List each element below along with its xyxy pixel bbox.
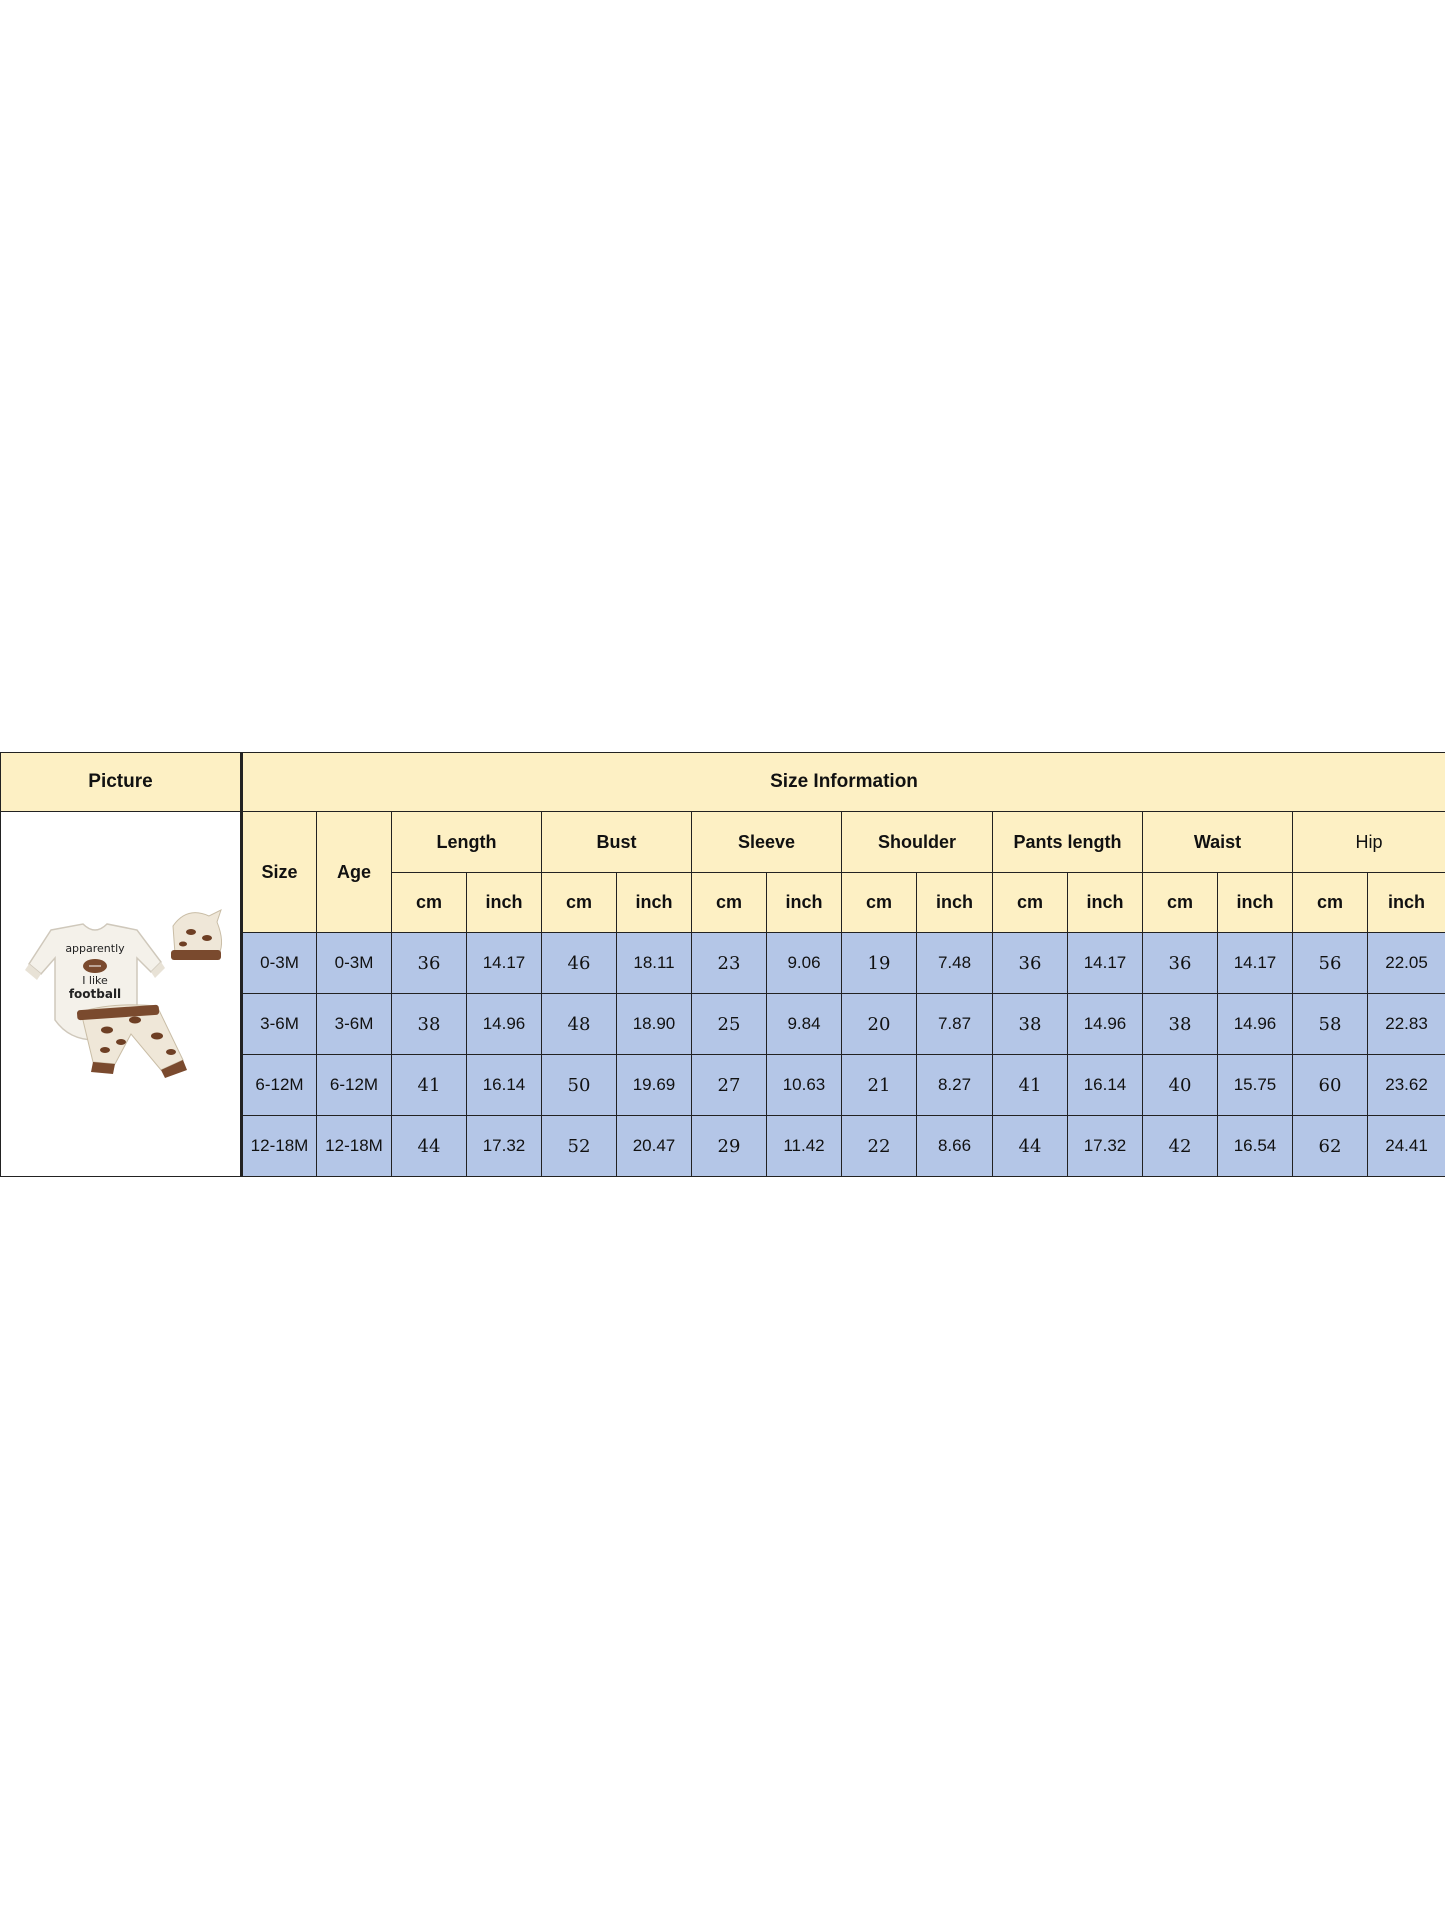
value-inch-cell: 7.48: [917, 933, 993, 994]
picture-header: Picture: [1, 753, 242, 812]
value-cm-cell: 38: [392, 994, 467, 1055]
value-cm-cell: 19: [842, 933, 917, 994]
value-cm-cell: 29: [692, 1116, 767, 1177]
value-inch-cell: 8.66: [917, 1116, 993, 1177]
value-cm-cell: 56: [1293, 933, 1368, 994]
value-inch-cell: 8.27: [917, 1055, 993, 1116]
value-inch-cell: 23.62: [1368, 1055, 1445, 1116]
value-inch-cell: 22.05: [1368, 933, 1445, 994]
value-cm-cell: 48: [542, 994, 617, 1055]
age-cell: 12-18M: [317, 1116, 392, 1177]
group-header-bust: Bust: [542, 812, 692, 873]
unit-cm: cm: [392, 873, 467, 933]
age-column-header: Age: [317, 812, 392, 933]
value-cm-cell: 52: [542, 1116, 617, 1177]
value-inch-cell: 14.96: [467, 994, 542, 1055]
group-header-waist: Waist: [1143, 812, 1293, 873]
unit-cm: cm: [993, 873, 1068, 933]
value-inch-cell: 19.69: [617, 1055, 692, 1116]
value-inch-cell: 16.14: [1068, 1055, 1143, 1116]
value-inch-cell: 14.96: [1068, 994, 1143, 1055]
unit-inch: inch: [617, 873, 692, 933]
product-image: [11, 902, 231, 1082]
size-column-header: Size: [242, 812, 317, 933]
unit-cm: cm: [542, 873, 617, 933]
unit-inch: inch: [1368, 873, 1445, 933]
value-cm-cell: 38: [993, 994, 1068, 1055]
value-cm-cell: 36: [392, 933, 467, 994]
value-cm-cell: 42: [1143, 1116, 1218, 1177]
value-cm-cell: 36: [1143, 933, 1218, 994]
value-inch-cell: 17.32: [1068, 1116, 1143, 1177]
size-chart: [0, 752, 1445, 1175]
value-inch-cell: 17.32: [467, 1116, 542, 1177]
size-cell: 3-6M: [242, 994, 317, 1055]
value-inch-cell: 15.75: [1218, 1055, 1293, 1116]
size-table: [0, 752, 1445, 1177]
value-cm-cell: 40: [1143, 1055, 1218, 1116]
unit-inch: inch: [1068, 873, 1143, 933]
onesie-print-apparently: apparently: [64, 941, 125, 955]
value-inch-cell: 16.14: [467, 1055, 542, 1116]
group-header-shoulder: Shoulder: [842, 812, 993, 873]
value-inch-cell: 11.42: [767, 1116, 842, 1177]
group-header-hip: Hip: [1293, 812, 1445, 873]
value-inch-cell: 9.06: [767, 933, 842, 994]
unit-cm: cm: [692, 873, 767, 933]
size-cell: 12-18M: [242, 1116, 317, 1177]
value-cm-cell: 41: [993, 1055, 1068, 1116]
value-cm-cell: 38: [1143, 994, 1218, 1055]
group-header-length: Length: [392, 812, 542, 873]
group-header-pants-length: Pants length: [993, 812, 1143, 873]
age-cell: 3-6M: [317, 994, 392, 1055]
svg-text:football: football: [68, 986, 121, 1001]
unit-cm: cm: [842, 873, 917, 933]
size-information-header: Size Information: [242, 753, 1445, 812]
value-cm-cell: 36: [993, 933, 1068, 994]
value-inch-cell: 22.83: [1368, 994, 1445, 1055]
value-inch-cell: 20.47: [617, 1116, 692, 1177]
unit-inch: inch: [917, 873, 993, 933]
value-cm-cell: 25: [692, 994, 767, 1055]
value-inch-cell: 18.11: [617, 933, 692, 994]
unit-cm: cm: [1293, 873, 1368, 933]
value-inch-cell: 7.87: [917, 994, 993, 1055]
product-picture-cell: [1, 812, 242, 1177]
value-cm-cell: 44: [392, 1116, 467, 1177]
value-inch-cell: 14.17: [1068, 933, 1143, 994]
value-inch-cell: 9.84: [767, 994, 842, 1055]
age-cell: 0-3M: [317, 933, 392, 994]
value-cm-cell: 20: [842, 994, 917, 1055]
svg-text:I like: I like: [81, 973, 108, 987]
hat-shape: [173, 910, 222, 954]
value-cm-cell: 21: [842, 1055, 917, 1116]
value-inch-cell: 14.17: [467, 933, 542, 994]
unit-inch: inch: [467, 873, 542, 933]
size-cell: 0-3M: [242, 933, 317, 994]
value-cm-cell: 27: [692, 1055, 767, 1116]
value-inch-cell: 16.54: [1218, 1116, 1293, 1177]
value-inch-cell: 18.90: [617, 994, 692, 1055]
value-inch-cell: 14.96: [1218, 994, 1293, 1055]
value-inch-cell: 10.63: [767, 1055, 842, 1116]
unit-cm: cm: [1143, 873, 1218, 933]
value-cm-cell: 62: [1293, 1116, 1368, 1177]
value-inch-cell: 14.17: [1218, 933, 1293, 994]
size-cell: 6-12M: [242, 1055, 317, 1116]
value-cm-cell: 41: [392, 1055, 467, 1116]
value-cm-cell: 44: [993, 1116, 1068, 1177]
value-cm-cell: 60: [1293, 1055, 1368, 1116]
group-header-sleeve: Sleeve: [692, 812, 842, 873]
unit-inch: inch: [767, 873, 842, 933]
age-cell: 6-12M: [317, 1055, 392, 1116]
value-inch-cell: 24.41: [1368, 1116, 1445, 1177]
value-cm-cell: 46: [542, 933, 617, 994]
value-cm-cell: 22: [842, 1116, 917, 1177]
unit-inch: inch: [1218, 873, 1293, 933]
value-cm-cell: 23: [692, 933, 767, 994]
value-cm-cell: 58: [1293, 994, 1368, 1055]
value-cm-cell: 50: [542, 1055, 617, 1116]
